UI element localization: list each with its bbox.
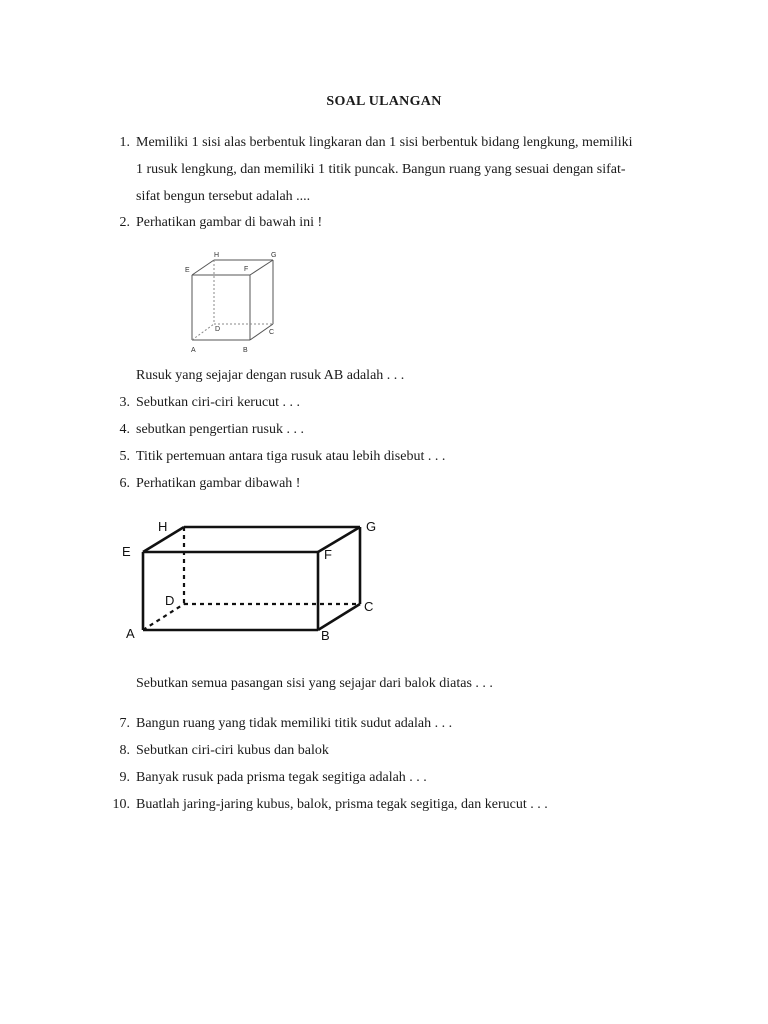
cuboid-label-b: B xyxy=(321,628,330,643)
cube-label-g: G xyxy=(271,252,277,259)
question-text: Sebutkan ciri-ciri kerucut . . . xyxy=(136,395,301,410)
question-1-line-2: 1 rusuk lengkung, dan memiliki 1 titik puncak. Bangun ruang yang sesuai dengan sifat- xyxy=(136,162,626,177)
question-number: 6. xyxy=(119,476,130,491)
question-number: 8. xyxy=(119,743,130,758)
question-number: 10. xyxy=(112,797,130,812)
question-text: Perhatikan gambar dibawah ! xyxy=(136,476,301,491)
cube-label-d: D xyxy=(215,326,221,333)
question-number: 5. xyxy=(119,449,130,464)
question-number: 7. xyxy=(119,716,130,731)
cuboid-label-h: H xyxy=(158,519,168,534)
question-number: 3. xyxy=(119,395,130,410)
question-text: Buatlah jaring-jaring kubus, balok, prisma tegak segitiga, dan kerucut . . . xyxy=(136,797,548,812)
question-text: Perhatikan gambar di bawah ini ! xyxy=(136,215,323,230)
question-number: 1. xyxy=(119,135,130,150)
cube-label-e: E xyxy=(185,267,190,274)
cube-hidden-edge-ad xyxy=(192,324,214,340)
question-text: Sebutkan ciri-ciri kubus dan balok xyxy=(136,743,329,758)
cube-label-a: A xyxy=(191,347,196,354)
cuboid-label-a: A xyxy=(126,626,135,641)
cube-edge-fg xyxy=(250,260,273,275)
question-text: sebutkan pengertian rusuk . . . xyxy=(136,422,304,437)
cube-label-f: F xyxy=(244,266,249,273)
question-text: Bangun ruang yang tidak memiliki titik sudut adalah . . . xyxy=(136,716,453,731)
cuboid-label-f: F xyxy=(324,547,332,562)
question-6-followup: Sebutkan semua pasangan sisi yang sejajar dari balok diatas . . . xyxy=(136,676,493,691)
question-2-followup: Rusuk yang sejajar dengan rusuk AB adalah . . . xyxy=(136,368,405,383)
cube-edge-eh xyxy=(192,260,214,275)
cube-label-h: H xyxy=(214,252,220,259)
cuboid-hidden-edge-ad xyxy=(143,604,184,630)
question-number: 4. xyxy=(119,422,130,437)
question-text: Banyak rusuk pada prisma tegak segitiga adalah . . . xyxy=(136,770,427,785)
cuboid-figure xyxy=(118,512,388,644)
question-1-line-1: Memiliki 1 sisi alas berbentuk lingkaran dan 1 sisi berbentuk bidang lengkung, memiliki xyxy=(136,135,633,150)
question-number: 9. xyxy=(119,770,130,785)
question-1-line-3: sifat bengun tersebut adalah .... xyxy=(136,189,311,204)
cuboid-edge-bc xyxy=(318,604,360,630)
cube-figure xyxy=(176,246,286,358)
page-title: SOAL ULANGAN xyxy=(326,94,442,109)
question-number: 2. xyxy=(119,215,130,230)
cuboid-label-d: D xyxy=(165,593,175,608)
question-text: Titik pertemuan antara tiga rusuk atau lebih disebut . . . xyxy=(136,449,446,464)
cuboid-label-e: E xyxy=(122,544,131,559)
cuboid-label-c: C xyxy=(364,599,374,614)
cube-label-b: B xyxy=(243,347,248,354)
cuboid-label-g: G xyxy=(366,519,377,534)
cube-label-c: C xyxy=(269,329,275,336)
